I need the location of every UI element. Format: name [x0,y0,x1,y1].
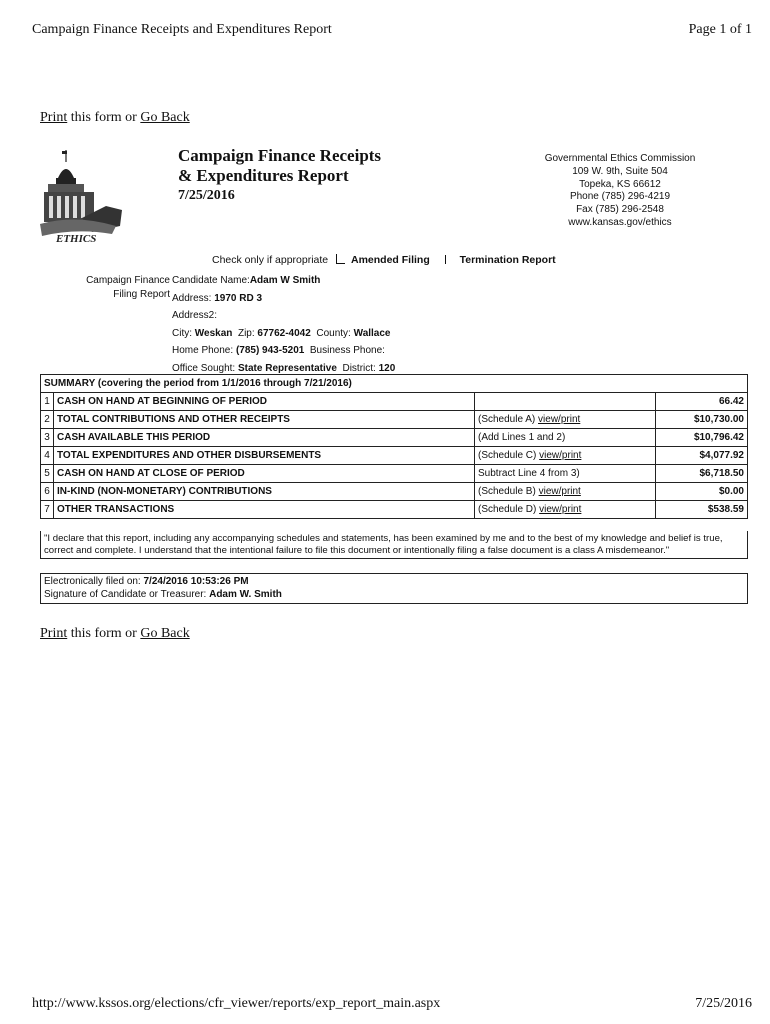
line-number: 3 [41,429,54,447]
table-row [41,465,748,483]
city-label: City: [172,327,192,339]
amended-checkbox[interactable] [336,254,345,264]
amended-filing-label: Amended Filing [351,254,430,266]
summary-heading: SUMMARY (covering the period from 1/1/2016 through 7/21/2016) [41,375,748,393]
check-prefix: Check only if appropriate [212,254,329,266]
report-title-block [178,146,381,206]
filed-on-row [44,576,744,589]
print-link[interactable]: Print [40,626,68,641]
table-row [41,501,748,519]
line-amount: 66.42 [656,393,748,411]
filing-label-line2: Filing Report [113,289,170,300]
line-schedule [475,447,656,465]
candidate-name: Adam W Smith [249,275,321,286]
summary-heading-row [41,375,748,393]
line-amount: $0.00 [656,483,748,501]
schedule-b-view-print-link[interactable]: view/print [538,486,581,497]
go-back-link[interactable]: Go Back [140,626,190,641]
district-label: District: [342,362,376,374]
county-value: Wallace [353,327,391,339]
schedule-a-view-print-link[interactable]: view/print [538,414,581,425]
line-number: 7 [41,501,54,519]
check-options-row [212,254,556,266]
city-row [172,325,395,343]
phone-row [172,342,395,360]
filed-on-value: 7/24/2016 10:53:26 PM [143,576,249,587]
commission-address [520,153,720,230]
line-number: 1 [41,393,54,411]
zip-value: 67762-4042 [257,327,311,339]
address-row [172,290,395,308]
nav-links-top [40,110,190,126]
line-amount: $4,077.92 [656,447,748,465]
line-description: CASH ON HAND AT CLOSE OF PERIOD [54,465,475,483]
district-value: 120 [378,362,396,374]
commission-line: www.kansas.gov/ethics [568,216,672,228]
line-number: 6 [41,483,54,501]
address2-label: Address2: [172,310,218,322]
seal-text: ETHICS [56,233,97,245]
home-phone-label: Home Phone: [172,345,234,357]
nav-text: this form or [67,110,141,125]
line-amount: $10,730.00 [656,411,748,429]
schedule-text: (Schedule C) [478,450,540,461]
table-row [41,429,748,447]
report-title-line1: Campaign Finance Receipts [178,146,382,165]
line-amount: $10,796.42 [656,429,748,447]
office-label: Office Sought: [172,362,236,374]
address-label: Address: [172,292,212,304]
candidate-name-row [172,272,395,290]
line-number: 4 [41,447,54,465]
table-row [41,447,748,465]
report-title-line2: & Expenditures Report [178,166,349,185]
signature-label: Signature of Candidate or Treasurer: [44,588,210,600]
line-description: OTHER TRANSACTIONS [54,501,475,519]
state-seal-icon [36,148,128,246]
commission-line: Topeka, KS 66612 [579,178,661,190]
line-amount: $538.59 [656,501,748,519]
line-description: TOTAL CONTRIBUTIONS AND OTHER RECEIPTS [54,411,475,429]
line-description: CASH AVAILABLE THIS PERIOD [54,429,475,447]
report-date: 7/25/2016 [178,188,235,203]
schedule-text: (Schedule B) [478,486,539,497]
commission-line: 109 W. 9th, Suite 504 [572,165,668,177]
line-schedule [475,411,656,429]
line-schedule [475,429,656,447]
schedule-c-view-print-link[interactable]: view/print [539,450,582,461]
go-back-link[interactable]: Go Back [140,110,190,125]
table-row [41,411,748,429]
page-footer-url: http://www.kssos.org/elections/cfr_viewer/reports/exp_report_main.aspx [32,996,441,1011]
line-description: IN-KIND (NON-MONETARY) CONTRIBUTIONS [54,483,475,501]
nav-links-bottom [40,626,190,642]
filed-on-label: Electronically filed on: [44,576,144,587]
summary-table [40,374,748,519]
table-row [41,483,748,501]
commission-line: Fax (785) 296-2548 [576,204,664,216]
schedule-text: (Schedule A) [478,414,539,425]
termination-checkbox[interactable] [445,255,447,264]
schedule-d-view-print-link[interactable]: view/print [539,504,582,515]
county-label: County: [316,327,351,339]
schedule-text: (Add Lines 1 and 2) [478,432,566,443]
nav-text: this form or [67,626,141,641]
address-value: 1970 RD 3 [214,292,263,304]
business-phone-label: Business Phone: [309,345,385,357]
commission-line: Phone (785) 296-4219 [569,191,671,203]
table-row [41,393,748,411]
declaration-text: "I declare that this report, including any accompanying schedules and statements, has been examined by me and to the best of my knowledge and belief is true, correct and complete. I understand that the intentional failure to file this document or intentionally filing a false document is a class A misdemeanor." [40,531,748,559]
candidate-name-label: Candidate Name: [172,275,250,286]
line-description: TOTAL EXPENDITURES AND OTHER DISBURSEMENTS [54,447,475,465]
schedule-text: Subtract Line 4 from 3) [478,468,580,479]
page-footer-date: 7/25/2016 [695,996,752,1011]
office-value: State Representative [237,362,337,374]
address2-row [172,307,395,325]
line-amount: $6,718.50 [656,465,748,483]
line-number: 2 [41,411,54,429]
line-schedule [475,501,656,519]
line-schedule [475,465,656,483]
signature-value: Adam W. Smith [209,588,282,600]
commission-line: Governmental Ethics Commission [544,153,696,164]
line-schedule [475,483,656,501]
signature-row [44,589,744,602]
home-phone-value: (785) 943-5201 [235,345,305,357]
zip-label: Zip: [237,327,255,339]
city-value: Weskan [194,327,233,339]
schedule-text: (Schedule D) [478,504,540,515]
page-number: Page 1 of 1 [688,22,752,37]
page-header-title: Campaign Finance Receipts and Expenditures Report [32,22,332,37]
print-link[interactable]: Print [40,110,68,125]
termination-report-label: Termination Report [459,254,556,266]
filing-label-line1: Campaign Finance [86,275,170,286]
electronic-filing-box [40,573,748,604]
line-schedule [475,393,656,411]
line-description: CASH ON HAND AT BEGINNING OF PERIOD [54,393,475,411]
line-number: 5 [41,465,54,483]
